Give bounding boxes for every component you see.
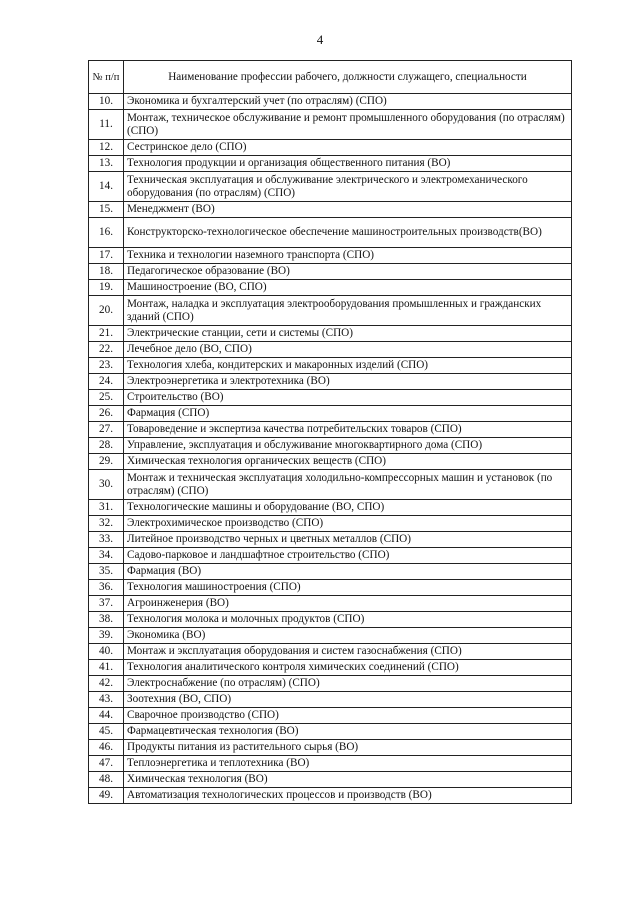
table-row [89, 788, 572, 804]
row-number: 28. [89, 438, 124, 454]
table-row [89, 500, 572, 516]
table-row [89, 406, 572, 422]
row-number: 45. [89, 724, 124, 740]
row-number: 13. [89, 156, 124, 172]
row-number: 44. [89, 708, 124, 724]
row-number: 15. [89, 202, 124, 218]
row-number: 43. [89, 692, 124, 708]
row-profession-name: Лечебное дело (ВО, СПО) [124, 342, 572, 358]
row-profession-name: Автоматизация технологических процессов и производств (ВО) [124, 788, 572, 804]
table-row [89, 564, 572, 580]
row-profession-name: Фармация (ВО) [124, 564, 572, 580]
table-row [89, 708, 572, 724]
row-number: 19. [89, 280, 124, 296]
table-row [89, 172, 572, 202]
table-row [89, 156, 572, 172]
row-profession-name: Садово-парковое и ландшафтное строительство (СПО) [124, 548, 572, 564]
table-row [89, 390, 572, 406]
row-number: 37. [89, 596, 124, 612]
table-row [89, 516, 572, 532]
row-profession-name: Агроинженерия (ВО) [124, 596, 572, 612]
table-row [89, 94, 572, 110]
row-number: 20. [89, 296, 124, 326]
row-profession-name: Техническая эксплуатация и обслуживание электрического и электромеханического оборудования (по отраслям) (СПО) [124, 172, 572, 202]
row-number: 39. [89, 628, 124, 644]
table-row [89, 692, 572, 708]
row-number: 12. [89, 140, 124, 156]
table-row [89, 660, 572, 676]
row-profession-name: Товароведение и экспертиза качества потребительских товаров (СПО) [124, 422, 572, 438]
row-number: 26. [89, 406, 124, 422]
table-row [89, 580, 572, 596]
row-number: 42. [89, 676, 124, 692]
row-profession-name: Технология хлеба, кондитерских и макаронных изделий (СПО) [124, 358, 572, 374]
row-profession-name: Строительство (ВО) [124, 390, 572, 406]
table-body [89, 94, 572, 804]
row-number: 49. [89, 788, 124, 804]
row-profession-name: Продукты питания из растительного сырья (ВО) [124, 740, 572, 756]
table-row [89, 280, 572, 296]
row-profession-name: Зоотехния (ВО, СПО) [124, 692, 572, 708]
table-row [89, 342, 572, 358]
table-row [89, 756, 572, 772]
row-profession-name: Конструкторско-технологическое обеспечение машиностроительных производств(ВО) [124, 218, 572, 248]
row-profession-name: Монтаж и эксплуатация оборудования и систем газоснабжения (СПО) [124, 644, 572, 660]
row-number: 33. [89, 532, 124, 548]
row-profession-name: Фармация (СПО) [124, 406, 572, 422]
row-profession-name: Химическая технология (ВО) [124, 772, 572, 788]
row-profession-name: Сестринское дело (СПО) [124, 140, 572, 156]
table-row [89, 470, 572, 500]
row-profession-name: Педагогическое образование (ВО) [124, 264, 572, 280]
row-number: 48. [89, 772, 124, 788]
table-row [89, 248, 572, 264]
table-row [89, 110, 572, 140]
row-profession-name: Литейное производство черных и цветных металлов (СПО) [124, 532, 572, 548]
row-profession-name: Управление, эксплуатация и обслуживание многоквартирного дома (СПО) [124, 438, 572, 454]
table-row [89, 772, 572, 788]
row-profession-name: Монтаж, техническое обслуживание и ремонт промышленного оборудования (по отраслям) (СПО) [124, 110, 572, 140]
row-profession-name: Электрохимическое производство (СПО) [124, 516, 572, 532]
row-number: 16. [89, 218, 124, 248]
table-row [89, 596, 572, 612]
row-number: 35. [89, 564, 124, 580]
row-profession-name: Технология аналитического контроля химических соединений (СПО) [124, 660, 572, 676]
row-number: 36. [89, 580, 124, 596]
table-row [89, 422, 572, 438]
table-row [89, 202, 572, 218]
row-number: 18. [89, 264, 124, 280]
table-row [89, 612, 572, 628]
page-number: 4 [316, 32, 324, 47]
professions-table [88, 60, 572, 804]
row-number: 47. [89, 756, 124, 772]
table-row [89, 628, 572, 644]
row-number: 21. [89, 326, 124, 342]
row-number: 34. [89, 548, 124, 564]
row-number: 30. [89, 470, 124, 500]
row-number: 10. [89, 94, 124, 110]
row-profession-name: Технология молока и молочных продуктов (СПО) [124, 612, 572, 628]
row-number: 14. [89, 172, 124, 202]
row-number: 24. [89, 374, 124, 390]
row-profession-name: Химическая технология органических веществ (СПО) [124, 454, 572, 470]
row-number: 32. [89, 516, 124, 532]
row-number: 31. [89, 500, 124, 516]
row-number: 22. [89, 342, 124, 358]
row-number: 41. [89, 660, 124, 676]
row-profession-name: Машиностроение (ВО, СПО) [124, 280, 572, 296]
row-number: 46. [89, 740, 124, 756]
table-row [89, 296, 572, 326]
row-number: 23. [89, 358, 124, 374]
row-number: 29. [89, 454, 124, 470]
table-row [89, 548, 572, 564]
table-row [89, 218, 572, 248]
row-number: 25. [89, 390, 124, 406]
row-profession-name: Теплоэнергетика и теплотехника (ВО) [124, 756, 572, 772]
row-profession-name: Монтаж, наладка и эксплуатация электрооборудования промышленных и гражданских зданий (СПО) [124, 296, 572, 326]
row-profession-name: Сварочное производство (СПО) [124, 708, 572, 724]
row-profession-name: Технология машиностроения (СПО) [124, 580, 572, 596]
row-profession-name: Электроснабжение (по отраслям) (СПО) [124, 676, 572, 692]
row-number: 17. [89, 248, 124, 264]
table-header-row [89, 61, 572, 94]
row-number: 11. [89, 110, 124, 140]
table-row [89, 676, 572, 692]
row-number: 38. [89, 612, 124, 628]
row-profession-name: Технология продукции и организация общественного питания (ВО) [124, 156, 572, 172]
header-number: № п/п [89, 61, 124, 94]
row-profession-name: Технологические машины и оборудование (ВО, СПО) [124, 500, 572, 516]
row-profession-name: Фармацевтическая технология (ВО) [124, 724, 572, 740]
table-row [89, 264, 572, 280]
table-row [89, 140, 572, 156]
table-row [89, 358, 572, 374]
table-row [89, 724, 572, 740]
table-row [89, 740, 572, 756]
row-number: 40. [89, 644, 124, 660]
header-profession-name: Наименование профессии рабочего, должности служащего, специальности [124, 61, 572, 94]
row-profession-name: Экономика и бухгалтерский учет (по отраслям) (СПО) [124, 94, 572, 110]
row-profession-name: Экономика (ВО) [124, 628, 572, 644]
row-profession-name: Монтаж и техническая эксплуатация холодильно-компрессорных машин и установок (по отраслям) (СПО) [124, 470, 572, 500]
table-row [89, 454, 572, 470]
table-row [89, 644, 572, 660]
row-profession-name: Электроэнергетика и электротехника (ВО) [124, 374, 572, 390]
table-row [89, 326, 572, 342]
table-row [89, 532, 572, 548]
row-profession-name: Электрические станции, сети и системы (СПО) [124, 326, 572, 342]
table-row [89, 374, 572, 390]
row-profession-name: Техника и технологии наземного транспорта (СПО) [124, 248, 572, 264]
row-profession-name: Менеджмент (ВО) [124, 202, 572, 218]
row-number: 27. [89, 422, 124, 438]
table-row [89, 438, 572, 454]
